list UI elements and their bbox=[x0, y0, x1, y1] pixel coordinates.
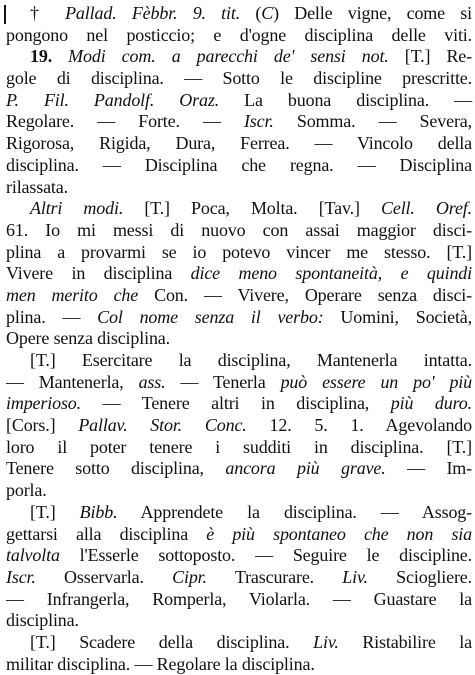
text-line bbox=[6, 68, 472, 90]
italic-span: P. Fil. Pandolf. Oraz. bbox=[6, 89, 220, 110]
text-span: loro il poter tenere i sudditi in disciplina. [T.] bbox=[6, 436, 472, 457]
text-span: disciplina. bbox=[6, 610, 79, 631]
text-line bbox=[6, 524, 472, 546]
dictionary-entry-text bbox=[6, 3, 472, 675]
text-span: Uomini, Società, bbox=[323, 306, 472, 327]
text-line bbox=[6, 198, 472, 220]
text-line bbox=[6, 372, 472, 394]
italic-span: Cipr. bbox=[172, 566, 207, 587]
text-line bbox=[6, 393, 472, 415]
text-span: Ristabilire la bbox=[338, 631, 472, 652]
italic-span: Cell. Oref. bbox=[381, 198, 472, 219]
text-line bbox=[6, 480, 472, 502]
italic-span: può essere un po' più bbox=[280, 371, 473, 392]
text-span: rilassata. bbox=[6, 176, 68, 197]
text-line bbox=[6, 90, 472, 112]
text-line bbox=[6, 307, 472, 329]
italic-span: Bibb. bbox=[79, 501, 118, 522]
text-line bbox=[6, 437, 472, 459]
text-line bbox=[6, 242, 472, 264]
italic-span: Liv. bbox=[313, 631, 339, 652]
text-line bbox=[6, 632, 472, 654]
italic-span: Iscr. bbox=[6, 566, 36, 587]
text-span: [T.] Poca, Molta. [Tav.] bbox=[123, 198, 382, 219]
text-line bbox=[6, 133, 472, 155]
bold-span: 19. bbox=[30, 46, 69, 67]
text-line bbox=[6, 458, 472, 480]
text-span: Osservarla. bbox=[35, 566, 173, 587]
italic-span: Modi com. a parecchi de' sensi not. bbox=[68, 46, 389, 67]
text-span: militar disciplina. — Regolare la disciplina. bbox=[6, 653, 315, 674]
text-line bbox=[6, 545, 472, 567]
text-span: plina. — bbox=[6, 306, 98, 327]
text-line bbox=[6, 46, 472, 68]
text-span: l'Esserle sottoposto. — Seguire le discipline. bbox=[59, 545, 472, 566]
text-span: [T.] Scadere della disciplina. bbox=[30, 631, 314, 652]
italic-span: Iscr. bbox=[243, 111, 274, 132]
dictionary-page bbox=[6, 3, 473, 674]
text-line bbox=[6, 25, 472, 47]
text-line bbox=[6, 263, 472, 285]
italic-span: è più spontaneo che non sia bbox=[206, 523, 472, 544]
text-span: disciplina. — Disciplina che regna. — Disciplina bbox=[6, 154, 472, 175]
text-line bbox=[6, 328, 472, 350]
italic-span: men merito che bbox=[6, 284, 139, 305]
italic-span: talvolta bbox=[6, 545, 60, 566]
text-span: — Tenerla bbox=[165, 371, 281, 392]
italic-span: ass. bbox=[138, 371, 166, 392]
text-span: — Im- bbox=[385, 458, 473, 479]
text-span: [Cors.] bbox=[6, 415, 79, 436]
text-line bbox=[6, 610, 472, 632]
italic-span: Liv. bbox=[342, 566, 368, 587]
text-span: ( bbox=[240, 3, 262, 23]
text-span: Trascurare. bbox=[206, 566, 343, 587]
text-span: Somma. — Severa, bbox=[273, 111, 472, 132]
text-span: Sciogliere. bbox=[367, 566, 472, 587]
text-line bbox=[6, 3, 472, 25]
text-line bbox=[6, 177, 472, 199]
text-line bbox=[6, 350, 472, 372]
text-span: Opere senza disciplina. bbox=[6, 328, 170, 349]
text-span: [T.] bbox=[30, 501, 80, 522]
text-span: † bbox=[30, 3, 66, 23]
italic-span: Altri modi. bbox=[30, 198, 124, 219]
text-line bbox=[6, 567, 472, 589]
italic-span: C bbox=[261, 3, 274, 23]
text-span: gettarsi alla disciplina bbox=[6, 523, 207, 544]
text-span: Tenere sotto disciplina, bbox=[6, 458, 226, 479]
text-line bbox=[6, 111, 472, 133]
text-span: plina a provarmi se io potevo vincer me stesso. [T.] bbox=[6, 241, 472, 262]
text-span: ) Delle vigne, come si bbox=[273, 3, 472, 23]
italic-span: Col nome senza il verbo: bbox=[97, 306, 324, 327]
text-span: — Infrangerla, Romperla, Violarla. — Guastare la bbox=[6, 588, 472, 609]
text-line bbox=[6, 654, 472, 675]
italic-span: dice meno spontaneità, e quindi bbox=[190, 263, 472, 284]
text-line bbox=[6, 502, 472, 524]
italic-span: Pallad. Fèbbr. 9. tit. bbox=[65, 3, 241, 23]
italic-span: Pallav. Stor. Conc. bbox=[78, 415, 247, 436]
text-span: Vivere in disciplina bbox=[6, 263, 191, 284]
text-span: La buona disciplina. — bbox=[219, 89, 472, 110]
text-span: Con. — Vivere, Operare senza disci- bbox=[138, 284, 472, 305]
text-span: [T.] Re- bbox=[388, 46, 472, 67]
italic-span: ancora più grave. bbox=[225, 458, 386, 479]
text-line bbox=[6, 285, 472, 307]
text-span: Regolare. — Forte. — bbox=[6, 111, 244, 132]
text-span: 61. Io mi messi di nuovo con assai maggior disci- bbox=[6, 219, 472, 240]
text-span: [T.] Esercitare la disciplina, Mantenerla intatta. bbox=[30, 350, 472, 370]
text-line bbox=[6, 220, 472, 242]
text-span: Rigorosa, Rigida, Dura, Ferrea. — Vincolo della bbox=[6, 133, 472, 154]
text-line bbox=[6, 589, 472, 611]
text-span: — Tenere altri in disciplina, bbox=[81, 393, 391, 414]
text-span: pongono nel posticcio; e d'ogne disciplina delle viti. bbox=[6, 24, 472, 45]
italic-span: imperioso. bbox=[6, 393, 82, 414]
italic-span: più duro. bbox=[390, 393, 472, 414]
text-span: 12. 5. 1. Agevolando bbox=[246, 415, 473, 436]
text-line bbox=[6, 415, 472, 437]
text-span: — Mantenerla, bbox=[6, 371, 139, 392]
text-line bbox=[6, 155, 472, 177]
text-span: porla. bbox=[6, 480, 47, 501]
text-span: Apprendete la disciplina. — Assog- bbox=[117, 501, 472, 522]
text-span: gole di disciplina. — Sotto le discipline prescritte. bbox=[6, 68, 472, 89]
